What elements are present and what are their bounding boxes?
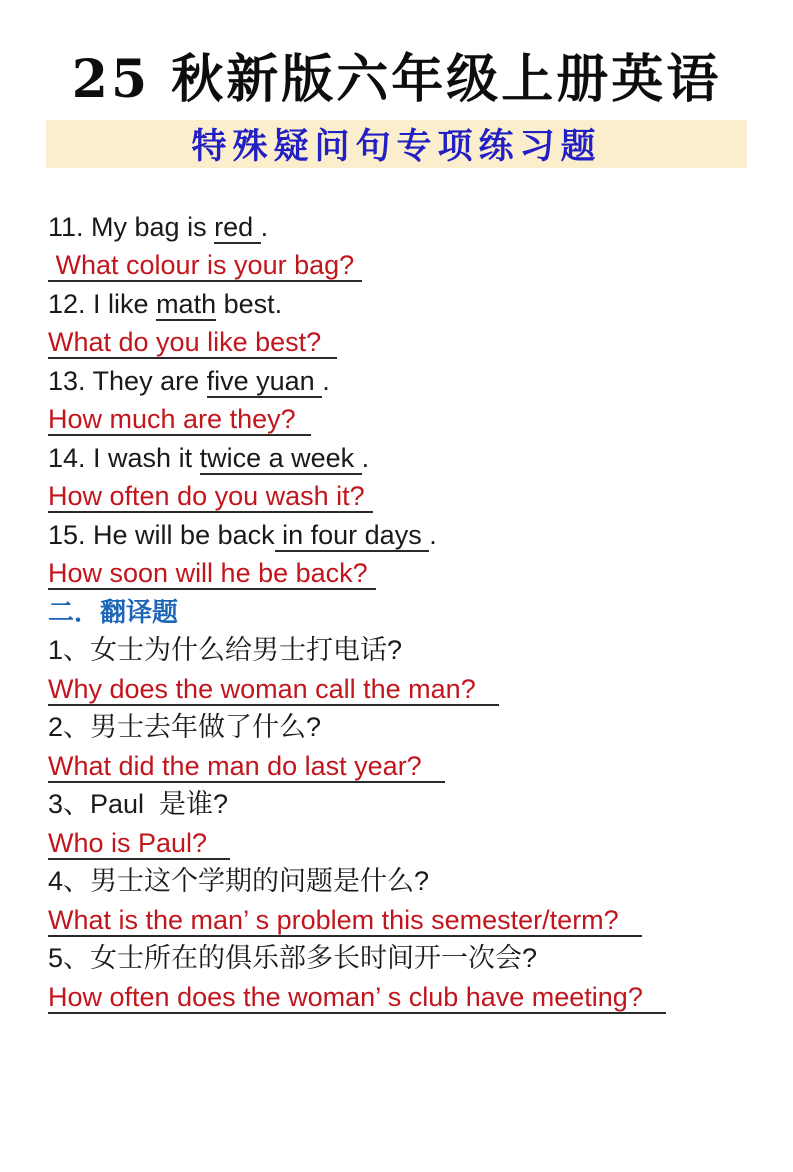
translation-answer-line [48, 978, 753, 1017]
translation-answer-line [48, 901, 753, 940]
statement-text-pre: 13. They are [48, 365, 207, 396]
statement-underlined-blank: red [214, 211, 261, 242]
statement-text-post: best. [216, 288, 283, 319]
translation-question: 1、女士为什么给男士打电话? [48, 635, 403, 666]
answer-text: What do you like best? [48, 327, 337, 359]
translation-answer-line [48, 747, 753, 786]
translation-answer-text: How often does the woman’ s club have meeting? [48, 982, 666, 1014]
statement-underlined-blank: twice a week [199, 442, 362, 473]
worksheet-body [48, 208, 753, 1017]
translation-question: 3、Paul 是谁? [48, 789, 229, 820]
statement-text-post: . [260, 211, 269, 242]
statement-underlined-blank: in four days [274, 519, 430, 550]
statement-text-pre: 11. My bag is [48, 211, 215, 242]
section-heading-translation: 二．翻译题 [48, 596, 179, 627]
answer-line [48, 323, 753, 362]
page-title: 25 秋新版六年级上册英语 [71, 49, 722, 110]
statement-line [48, 362, 753, 401]
translation-answer-text: What did the man do last year? [48, 751, 445, 783]
statement-text-pre: 12. I like [48, 288, 157, 319]
statement-line [48, 208, 753, 247]
translation-question: 2、男士去年做了什么? [48, 712, 322, 743]
statement-text-post: . [322, 365, 330, 396]
statement-text-pre: 15. He will be back [48, 519, 275, 550]
statement-text-post: . [429, 519, 437, 550]
translation-question: 5、女士所在的俱乐部多长时间开一次会? [48, 943, 538, 974]
answer-line [48, 400, 753, 439]
answer-text: How much are they? [48, 404, 311, 436]
translation-question: 4、男士这个学期的问题是什么? [48, 866, 430, 897]
translation-section [48, 631, 753, 1016]
translation-answer-text: Who is Paul? [48, 828, 230, 860]
translation-answer-line [48, 824, 753, 863]
statement-line [48, 516, 753, 555]
statement-text-pre: 14. I wash it [48, 442, 200, 473]
statement-line [48, 285, 753, 324]
translation-answer-text: Why does the woman call the man? [48, 674, 499, 706]
statement-underlined-blank: five yuan [206, 365, 323, 396]
subtitle-highlight-band [46, 120, 747, 168]
page-subtitle: 特殊疑问句专项练习题 [191, 125, 602, 167]
translation-answer-line [48, 670, 753, 709]
answer-text: How soon will he be back? [48, 558, 376, 590]
answer-line [48, 554, 753, 593]
statement-line [48, 439, 753, 478]
answer-text: How often do you wash it? [48, 481, 373, 513]
answer-line [48, 477, 753, 516]
answer-text: What colour is your bag? [48, 250, 362, 282]
question-transformation-section [48, 208, 753, 593]
translation-answer-text: What is the man’ s problem this semester/term? [48, 905, 642, 937]
answer-line [48, 246, 753, 285]
worksheet-page [0, 50, 793, 1172]
statement-text-post: . [361, 442, 370, 473]
statement-underlined-blank: math [156, 288, 217, 319]
